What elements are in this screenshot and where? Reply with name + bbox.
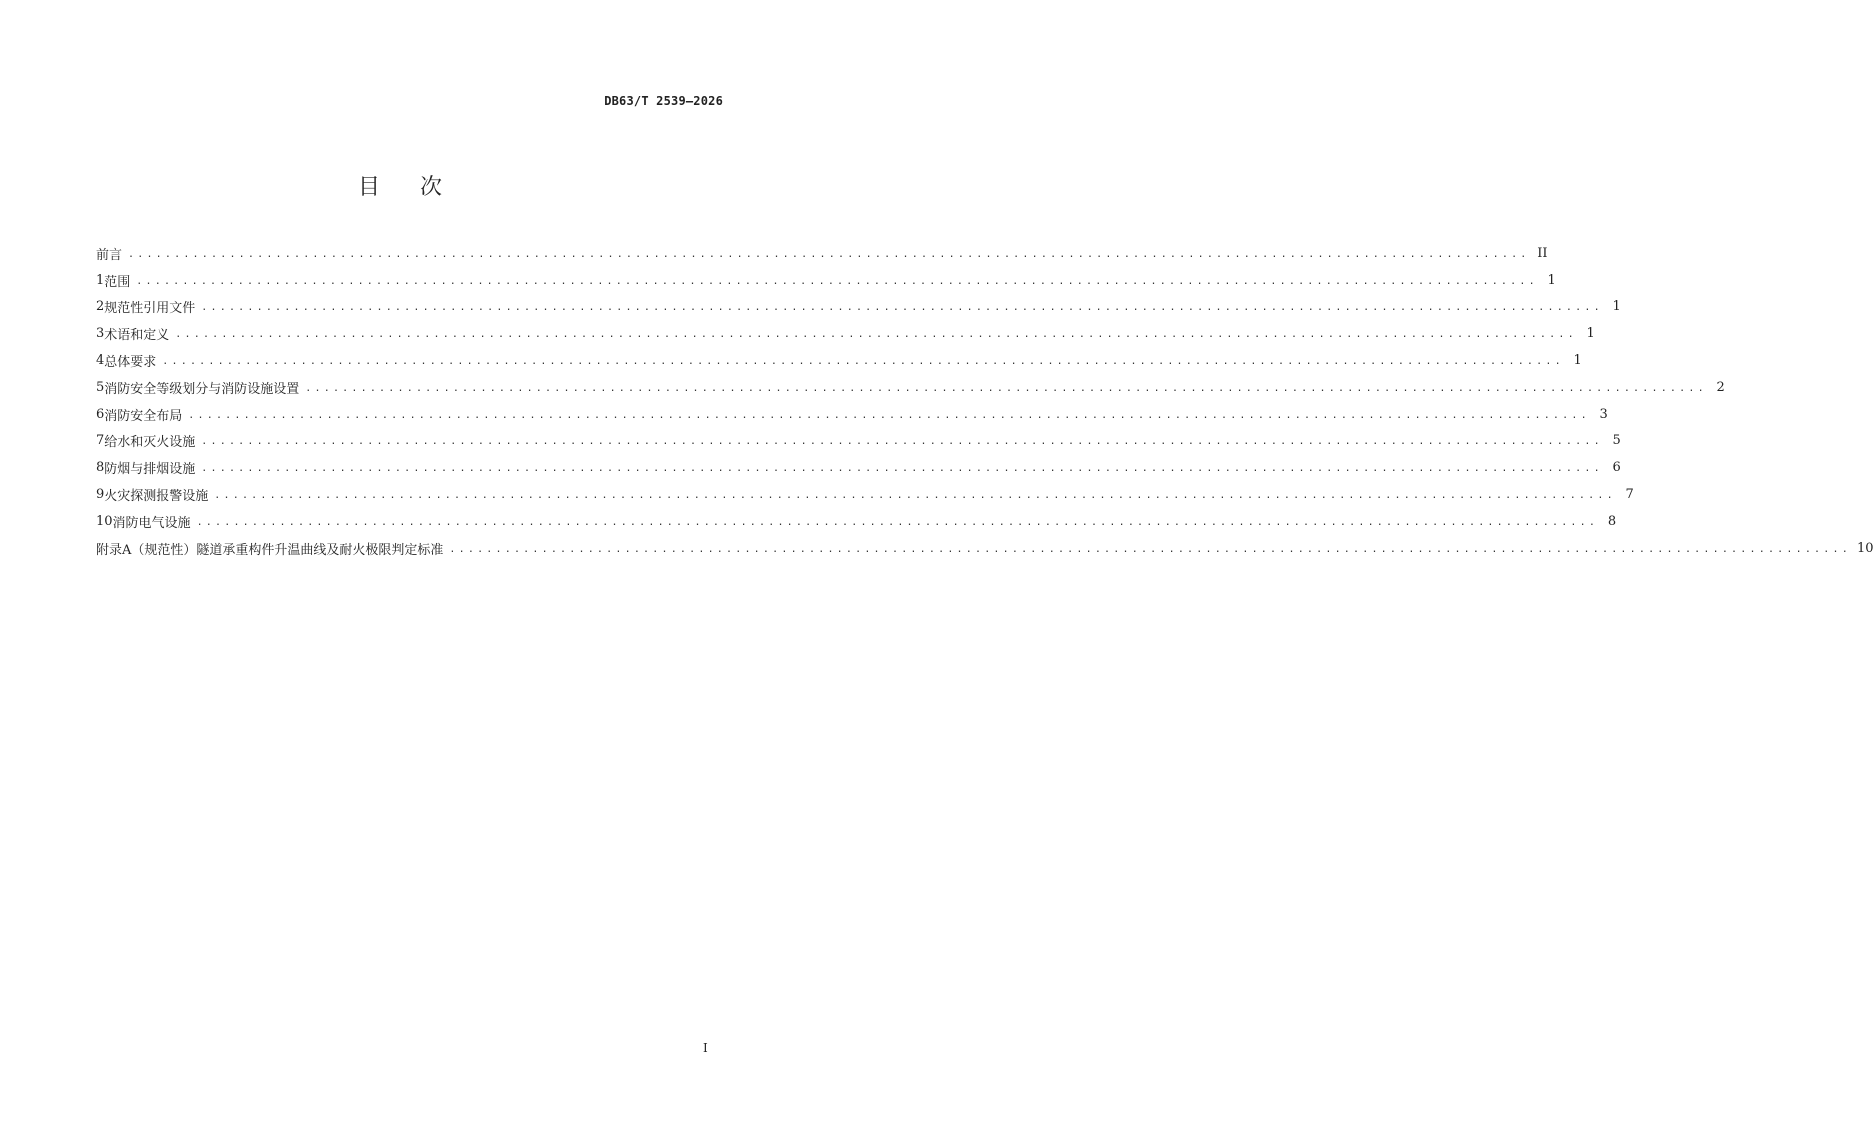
toc-entry-3[interactable]: [96, 320, 1595, 347]
toc-leader-dots: ........................................................................................................................................................: [449, 543, 1851, 555]
toc-entry-number: 1: [96, 272, 105, 288]
toc-entry-page: 1: [1612, 299, 1621, 315]
toc-entry-number: 10: [96, 513, 113, 529]
toc-entry-1[interactable]: [96, 267, 1556, 294]
page-title: 目次: [357, 175, 482, 200]
toc-leader-dots: ........................................................................................................................................................: [214, 490, 1616, 502]
page-number: I: [703, 1041, 708, 1055]
toc-entry-7[interactable]: [96, 428, 1621, 455]
toc-entry-foreword[interactable]: [96, 240, 1548, 267]
toc-entry-number: 3: [96, 326, 105, 342]
toc-entry-page: 5: [1612, 433, 1621, 449]
toc-entry-label: 规范性引用文件: [104, 301, 196, 317]
toc-entry-page: 1: [1573, 353, 1582, 369]
toc-entry-label: 范围: [104, 274, 131, 290]
toc-entry-page: 7: [1625, 487, 1634, 503]
toc-entry-label: 消防安全等级划分与消防设施设置: [104, 381, 300, 397]
toc-leader-dots: ........................................................................................................................................................: [162, 356, 1564, 368]
toc-entry-9[interactable]: [96, 481, 1634, 508]
toc-entry-number: 附录A（规范性）: [96, 542, 197, 558]
toc-entry-label: 隧道承重构件升温曲线及耐火极限判定标准: [196, 542, 444, 558]
toc-entry-page: 2: [1716, 379, 1725, 395]
toc-entry-4[interactable]: [96, 347, 1582, 374]
toc-entry-label: 防烟与排烟设施: [104, 462, 196, 478]
toc-entry-page: 6: [1612, 460, 1621, 476]
toc-entry-label: 消防安全布局: [104, 408, 183, 424]
toc-leader-dots: ........................................................................................................................................................: [196, 516, 1599, 528]
toc-entry-label: 火灾探测报警设施: [104, 489, 209, 505]
toc-leader-dots: ........................................................................................................................................................: [201, 436, 1603, 448]
toc-entry-label: 总体要求: [104, 355, 157, 371]
toc-entry-label: 前言: [96, 247, 123, 263]
toc-entry-number: 5: [96, 379, 105, 395]
toc-entry-number: 7: [96, 433, 105, 449]
toc-entry-page: II: [1537, 245, 1548, 261]
toc-entry-page: 1: [1586, 326, 1595, 342]
toc-entry-10[interactable]: [96, 508, 1617, 535]
toc-entry-page: 1: [1547, 272, 1556, 288]
toc-leader-dots: ........................................................................................................................................................: [201, 463, 1603, 475]
toc-entry-label: 术语和定义: [104, 328, 170, 344]
toc-leader-dots: ........................................................................................................................................................: [128, 248, 1530, 260]
toc-entry-6[interactable]: [96, 401, 1608, 428]
toc-entry-page: 10: [1856, 540, 1873, 556]
toc-leader-dots: ........................................................................................................................................................: [201, 302, 1603, 314]
toc-entry-number: 8: [96, 460, 105, 476]
toc-entry-page: 3: [1599, 406, 1608, 422]
toc-entry-page: 8: [1607, 513, 1617, 529]
toc-leader-dots: ........................................................................................................................................................: [188, 409, 1590, 421]
toc-entry-5[interactable]: [96, 374, 1725, 401]
toc-entry-8[interactable]: [96, 454, 1621, 481]
toc-entry-2[interactable]: [96, 294, 1621, 321]
toc-entry-appendix-a[interactable]: [96, 535, 1873, 562]
toc-entry-number: 4: [96, 353, 105, 369]
toc-leader-dots: ........................................................................................................................................................: [175, 329, 1577, 341]
toc-leader-dots: ........................................................................................................................................................: [136, 275, 1538, 287]
toc-entry-label: 消防电气设施: [112, 515, 191, 531]
toc-leader-dots: ........................................................................................................................................................: [305, 382, 1707, 394]
table-of-contents: [96, 240, 1873, 562]
document-code: DB63/T 2539—2026: [604, 94, 723, 108]
toc-entry-number: 9: [96, 487, 105, 503]
toc-entry-label: 给水和灭火设施: [104, 435, 196, 451]
toc-entry-number: 6: [96, 406, 105, 422]
toc-entry-number: 2: [96, 299, 105, 315]
